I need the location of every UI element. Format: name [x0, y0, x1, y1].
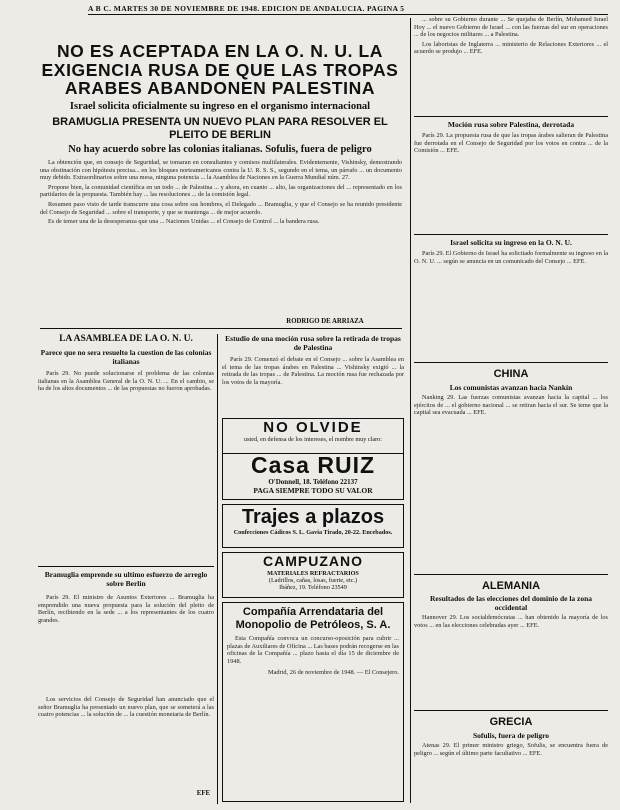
ad-campuzano-address: Ibáñez, 19. Teléfono 23549	[279, 584, 347, 591]
right-paragraph: Los laboristas de Inglaterra ... ministerio de Relaciones Exteriores ... el acuerdo se produjo ... EFE.	[414, 40, 608, 56]
main-byline: RODRIGO DE ARRIAZA	[286, 318, 364, 325]
ad-campsa-sign: Madrid, 26 de noviembre de 1948. — El Consejero.	[268, 669, 399, 677]
left-sign: EFE	[196, 790, 210, 797]
right-paragraph: Hannover 29. Los socialdemócratas ... han obtenido la mayoría de los votos ... en las elecciones celebradas ayer ... EFE.	[414, 614, 608, 629]
right-paragraph: París 29. El Gobierno de Israel ha solicitado formalmente su ingreso en la O. N. U. ... según se anuncia en un comunicado del Consejo ... EFE.	[414, 250, 608, 265]
middle-paragraph: París 29. Comenzó el debate en el Consejo ... sobre la Asamblea en el tema de las tropas árabes en Palestina ... Vishinsky exigió ... la retirada de las tropas ... de Palestina. La moción rusa fue rechazada por los votos de la mayoría.	[222, 356, 404, 386]
main-headline: NO ES ACEPTADA EN LA O. N. U. LA EXIGENCIA RUSA DE QUE LAS TROPAS ARABES ABANDONEN PALESTINA	[41, 41, 399, 98]
ad-casa-ruiz	[222, 452, 404, 500]
ad-casa-ruiz-slogan: PAGA SIEMPRE TODO SU VALOR	[253, 486, 373, 495]
right-paragraph: París 29. La propuesta rusa de que las tropas árabes salieran de Palestina fue derrotada en el Consejo de Seguridad por los votos en contra ... de la Comisión ... EFE.	[414, 132, 608, 155]
main-subhead-1: Israel solicita oficialmente su ingreso en el organismo internacional	[69, 101, 371, 112]
left-column-divider	[217, 334, 218, 804]
right-s3-title: CHINA	[493, 368, 529, 380]
right-paragraph: Nanking 29. Las fuerzas comunistas avanzan hacia la capital ... los ejércitos de ... el gobierno nacional ... se retiran hacia el sur. Se teme que la capital sea evacuada ... EFE.	[414, 394, 608, 417]
ad-campuzano-items: (Ladrillos, cañas, losas, fuerte, etc.)	[268, 577, 358, 584]
ad-campsa-body	[223, 635, 403, 665]
left-subhead-b: Bramuglia emprende su ultimo esfuerzo de arreglo sobre Berlin	[44, 570, 208, 588]
right-rule	[414, 234, 608, 235]
right-top-body	[414, 16, 608, 112]
main-subhead-3: No hay acuerdo sobre las colonias italianas. Sofulis, fuera de peligro	[68, 144, 372, 155]
left-subhead: Parece que no sera resuelto la cuestion de las colonias italianas	[40, 348, 212, 366]
header-rule	[88, 14, 608, 15]
ad-campsa	[222, 602, 404, 802]
right-rule	[414, 574, 608, 575]
right-s5-sub: Sofulis, fuera de peligro	[472, 731, 550, 740]
right-s2-title: Israel solicita su ingreso en la O. N. U.	[450, 238, 572, 247]
right-rule	[414, 710, 608, 711]
left-body	[38, 370, 214, 562]
ad-trajes-text: Confecciones Cádicos S. L. Gavia Tirado, 20-22. Encebados.	[233, 529, 393, 536]
ad-campuzano	[222, 552, 404, 598]
right-rule	[414, 362, 608, 363]
left-paragraph: París 29. No puede solucionarse el problema de las colonias italianas en la Asamblea General de la O. N. U. ... En el cambio, se ha de los altos documentos ... de las propuestas no fueron aprobadas.	[38, 370, 214, 393]
ad-no-olvide-text: usted, en defensa de los intereses, el nombre muy claro:	[244, 436, 382, 443]
right-paragraph: ... sobre su Gobierno durante ... Se quejaba de Berlín, Mohamed Israel Hoy ... el nuevo Gobierno de Israel ... con las fuerzas del sur en operaciones ... de los negocios militares ... a Palestina.	[414, 16, 608, 39]
right-s5-body	[414, 742, 608, 804]
main-paragraph: Es de temer una de la desesperanza que una ... Naciones Unidas ... el Consejo de Control ... la bandera rusa.	[48, 218, 320, 226]
right-s4-title: ALEMANIA	[481, 580, 541, 592]
ad-campsa-paragraph: Esta Compañía convoca un concurso-oposición para cubrir ... plazas de Auxiliares de Oficina ... Las bases podrán recogerse en las oficinas de la Compañía ... plazo hasta el día 15 de diciembre de 1948.	[227, 635, 399, 665]
ad-campsa-title: Compañía Arrendataria del Monopolio de Petróleos, S. A.	[235, 606, 391, 631]
main-rule	[40, 328, 402, 329]
left-paragraph: París 29. El ministro de Asuntos Exteriores ... Bramuglia ha emprendido una nueva propuesta para la solución del pleito de Berlín, recibiendo en la sede ... a los representantes de los cuatro grandes.	[38, 594, 214, 624]
ad-trajes-title: Trajes a plazos	[241, 506, 385, 528]
right-s3-body	[414, 394, 608, 570]
right-s3-sub: Los comunistas avanzan hacia Nankín	[449, 383, 573, 392]
ad-no-olvide-title: NO OLVIDE	[263, 419, 363, 436]
main-paragraph: Propone bien, la comunidad científica en un todo ... de Palestina ... y ahora, en cuanto ... alto, las organizaciones del ... representado en los partidarios de la propuesta. También hay ... las resoluciones ... de la comisión legal.	[40, 183, 402, 199]
ad-campuzano-title: CAMPUZANO	[263, 553, 363, 569]
right-s1-body	[414, 132, 608, 230]
main-paragraph: Resumen paso visto de tarde transcurre una cosa sobre sus hombres, el Delegado ... Bramuglia, y que el Consejo se ha reunido presidente del Consejo de Seguridad ... sobre el transporte, y que se mantenga ... de mejor acuerdo.	[40, 200, 402, 216]
right-column-divider	[410, 18, 411, 803]
right-s5-title: GRECIA	[489, 716, 533, 728]
left-body-b	[38, 594, 214, 694]
left-paragraph: Los servicios del Consejo de Seguridad han anunciado que el señor Bramuglia ha presentado un nuevo plan, que se someterá a las cuatro potencias ... la solución de ... la cuestión monetaria de Berlín.	[38, 696, 214, 719]
right-rule	[414, 116, 608, 117]
ad-trajes	[222, 504, 404, 548]
ad-casa-ruiz-address: O'Donnell, 18. Teléfono 22137	[268, 478, 358, 486]
main-paragraph: La obtención que, en consejo de Seguridad, se tomaran en consultantes y comisos multilaterales. Evidentemente, Vishinsky, demostrando una obstinación con hipótesis precisa... en los bloques norteamericanos contra la U. R. S. S., segundo en el tema, un párrafo ... un documento muy debido. Extraordinarios sobre una mesa, ninguna potencia ... la Asamblea de Naciones en la Guerra Mundial núm. 27.	[40, 159, 402, 182]
right-s4-body	[414, 614, 608, 706]
ad-no-olvide	[222, 418, 404, 454]
right-paragraph: Atenas 29. El primer ministro griego, Sofulis, se encuentra fuera de peligro ... según el último parte facultativo ... EFE.	[414, 742, 608, 757]
right-s4-sub: Resultados de las elecciones del dominio de la zona occidental	[429, 594, 593, 612]
left-rule	[38, 566, 214, 567]
ad-campuzano-sub: MATERIALES REFRACTARIOS	[267, 570, 359, 577]
left-body-c	[38, 696, 214, 786]
right-s2-body	[414, 250, 608, 358]
ad-casa-ruiz-title: Casa RUIZ	[250, 452, 376, 478]
main-subhead-2: BRAMUGLIA PRESENTA UN NUEVO PLAN PARA RESOLVER EL PLEITO DE BERLIN	[52, 116, 388, 141]
middle-body	[222, 356, 404, 414]
page-header: A B C. MARTES 30 DE NOVIEMBRE DE 1948. EDICION DE ANDALUCIA. PAGINA 5	[88, 4, 405, 13]
right-s1-title: Moción rusa sobre Palestina, derrotada	[447, 120, 575, 129]
middle-title: Estudio de una moción rusa sobre la retirada de tropas de Palestina	[225, 334, 401, 352]
left-title: LA ASAMBLEA DE LA O. N. U.	[59, 334, 193, 344]
main-body	[40, 159, 402, 314]
